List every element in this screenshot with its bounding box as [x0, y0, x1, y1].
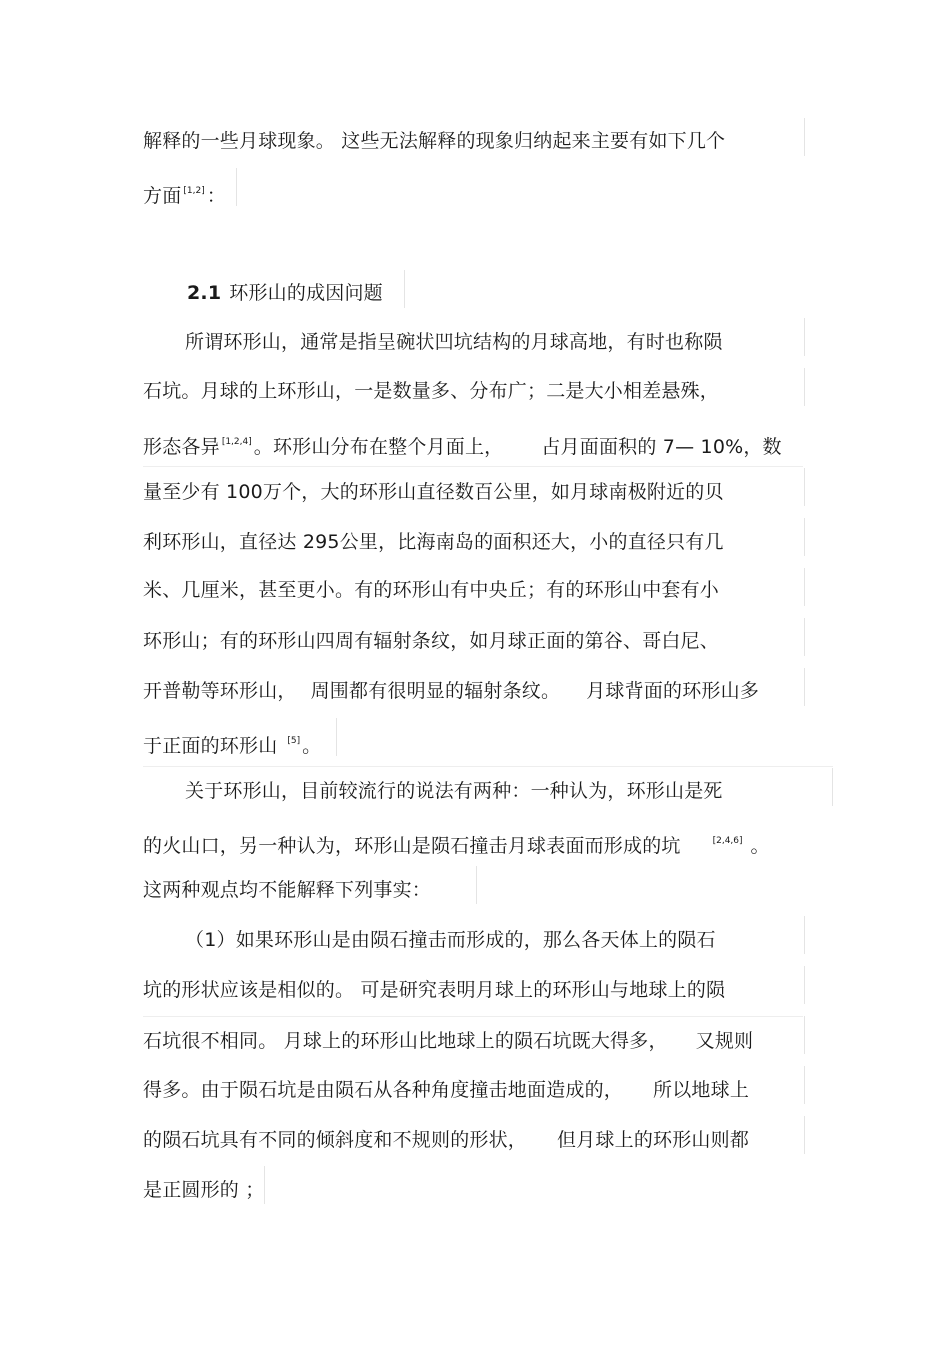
text-line: 是正圆形的 ； [143, 1179, 265, 1201]
layout-rule [804, 1016, 805, 1054]
citation: [1,2,4] [221, 437, 252, 447]
layout-rule [804, 368, 805, 406]
citation: [1,2] [183, 186, 205, 196]
text-line: 利环形山，直径达 295公里，比海南岛的面积还大，小的直径只有几 [143, 531, 724, 553]
layout-rule [804, 518, 805, 556]
text-line: 于正面的环形山 [5] 。 [143, 735, 322, 757]
text-line: 的火山口，另一种认为，环形山是陨石撞击月球表面而形成的坑 [2,4,6] 。 [143, 835, 770, 857]
text-line: 米、几厘米，甚至更小。有的环形山有中央丘；有的环形山中套有小 [143, 579, 720, 601]
citation: [2,4,6] [712, 836, 743, 846]
text-line: 环形山；有的环形山四周有辐射条纹，如月球正面的第谷、哥白尼、 [143, 630, 720, 652]
layout-rule [143, 766, 833, 767]
layout-rule [404, 270, 405, 308]
text-line: 的陨石坑具有不同的倾斜度和不规则的形状， 但月球上的环形山则都 [143, 1129, 750, 1151]
text-line: 解释的一些月球现象。 这些无法解释的现象归纳起来主要有如下几个 [143, 130, 726, 152]
layout-rule [336, 718, 337, 756]
text-line: 石坑很不相同。 月球上的环形山比地球上的陨石坑既大得多， 又规则 [143, 1030, 754, 1052]
text-line: 坑的形状应该是相似的。 可是研究表明月球上的环形山与地球上的陨 [143, 979, 726, 1001]
text-line: 方面 [1,2] ： [143, 185, 226, 207]
text-line: （1）如果环形山是由陨石撞击而形成的，那么各天体上的陨石 [185, 929, 716, 951]
layout-rule [804, 966, 805, 1004]
text-line: 开普勒等环形山， 周围都有很明显的辐射条纹。 月球背面的环形山多 [143, 680, 760, 702]
layout-rule [804, 668, 805, 706]
layout-rule [143, 466, 803, 467]
text-line: 石坑。月球的上环形山，一是数量多、分布广；二是大小相差悬殊， [143, 380, 720, 402]
text-line: 得多。由于陨石坑是由陨石从各种角度撞击地面造成的， 所以地球上 [143, 1079, 750, 1101]
text-line: 形态各异 [1,2,4] 。环形山分布在整个月面上， 占月面面积的 7— 10%，数 [143, 436, 782, 458]
layout-rule [804, 916, 805, 954]
layout-rule [236, 168, 237, 206]
layout-rule [264, 1166, 265, 1204]
citation: [5] [287, 736, 301, 746]
text-line: 所谓环形山，通常是指呈碗状凹坑结构的月球高地，有时也称陨 [185, 331, 723, 353]
layout-rule [804, 318, 805, 356]
text-line: 量至少有 100万个，大的环形山直径数百公里，如月球南极附近的贝 [143, 481, 724, 503]
text-line: 这两种观点均不能解释下列事实： [143, 879, 432, 901]
section-title: 环形山的成因问题 [229, 282, 383, 304]
text-line: 关于环形山，目前较流行的说法有两种：一种认为，环形山是死 [185, 780, 723, 802]
layout-rule [832, 768, 833, 806]
layout-rule [804, 618, 805, 656]
layout-rule [804, 118, 805, 156]
layout-rule [476, 866, 477, 904]
section-heading [187, 281, 383, 305]
layout-rule [143, 1016, 803, 1017]
layout-rule [804, 1066, 805, 1104]
layout-rule [804, 1116, 805, 1154]
layout-rule [804, 568, 805, 606]
section-number: 2.1 [187, 282, 222, 304]
layout-rule [804, 468, 805, 506]
